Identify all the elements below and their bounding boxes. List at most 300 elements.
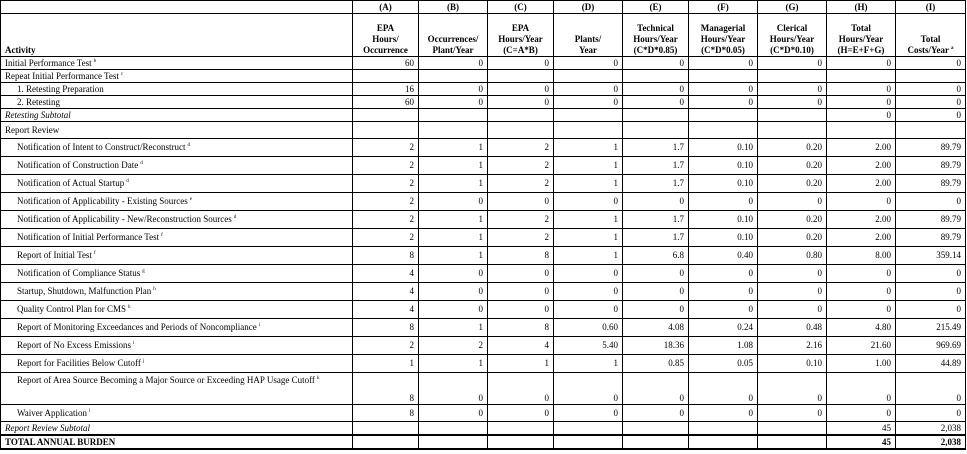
value-cell: 2 — [488, 139, 554, 157]
value-cell — [353, 70, 419, 83]
value-cell: 1 — [419, 247, 488, 265]
value-cell: 1 — [554, 175, 623, 193]
column-header: Clerical Hours/Year (C*D*0.10) — [758, 14, 827, 57]
value-cell: 0 — [554, 301, 623, 319]
table-row — [1, 283, 966, 301]
value-cell: 6.8 — [623, 247, 689, 265]
footnote-marker: d — [187, 143, 190, 148]
footnote-marker: d — [126, 179, 129, 184]
value-cell: 4 — [353, 265, 419, 283]
footnote-marker: i — [133, 341, 135, 346]
footnote-marker: h — [153, 287, 156, 292]
column-header: EPA Hours/Year (C=A*B) — [488, 14, 554, 57]
value-cell — [758, 109, 827, 122]
activity-label: Report for Facilities Below Cutoff — [17, 358, 141, 368]
activity-cell — [1, 175, 353, 193]
table-row — [1, 175, 966, 193]
value-cell: 2,038 — [896, 422, 966, 436]
value-cell: 0 — [827, 301, 896, 319]
value-cell: 8 — [353, 405, 419, 422]
value-cell: 2 — [353, 229, 419, 247]
activity-cell — [1, 319, 353, 337]
value-cell: 4 — [488, 337, 554, 355]
value-cell: 1 — [419, 175, 488, 193]
value-cell: 2.00 — [827, 211, 896, 229]
activity-label: Notification of Construction Date — [17, 160, 139, 170]
value-cell: 1 — [554, 139, 623, 157]
column-letter: (A) — [353, 1, 419, 14]
table-row — [1, 319, 966, 337]
value-cell: 0 — [689, 57, 758, 70]
value-cell: 0 — [827, 57, 896, 70]
value-cell: 0 — [623, 373, 689, 405]
value-cell — [689, 122, 758, 139]
activity-label: Notification of Compliance Status — [17, 268, 141, 278]
value-cell: 0 — [689, 373, 758, 405]
activity-label: Notification of Applicability - New/Reconstruction Sources — [17, 214, 232, 224]
value-cell: 8.00 — [827, 247, 896, 265]
value-cell: 89.79 — [896, 211, 966, 229]
value-cell — [554, 70, 623, 83]
activity-cell — [1, 96, 353, 109]
value-cell: 0 — [419, 405, 488, 422]
value-cell: 0.10 — [689, 175, 758, 193]
value-cell: 0 — [488, 83, 554, 96]
value-cell: 44.89 — [896, 355, 966, 373]
value-cell — [827, 70, 896, 83]
column-letter: (I) — [896, 1, 966, 14]
table-row — [1, 83, 966, 96]
value-cell: 2,038 — [896, 435, 966, 449]
value-cell: 0.40 — [689, 247, 758, 265]
activity-label: Report of Monitoring Exceedances and Periods of Noncompliance — [17, 322, 257, 332]
activity-cell — [1, 301, 353, 319]
value-cell: 0 — [758, 96, 827, 109]
value-cell: 0 — [419, 193, 488, 211]
value-cell — [623, 109, 689, 122]
activity-label: Report Review Subtotal — [5, 423, 90, 433]
value-cell: 2 — [488, 175, 554, 193]
value-cell: 0 — [689, 96, 758, 109]
footnote-marker: c — [120, 72, 124, 77]
footnote-marker: d — [233, 215, 237, 220]
table-row — [1, 57, 966, 70]
value-cell: 1.7 — [623, 211, 689, 229]
value-cell: 0 — [689, 405, 758, 422]
footnote-marker: b — [93, 59, 97, 64]
value-cell: 45 — [827, 435, 896, 449]
value-cell: 8 — [353, 319, 419, 337]
value-cell: 0 — [554, 193, 623, 211]
value-cell: 60 — [353, 57, 419, 70]
activity-label: Notification of Intent to Construct/Reconstruct — [17, 142, 186, 152]
value-cell: 0.20 — [758, 157, 827, 175]
activity-label: Report of Area Source Becoming a Major Source or Exceeding HAP Usage Cutoff — [17, 375, 315, 385]
value-cell: 0 — [419, 96, 488, 109]
value-cell: 0 — [488, 96, 554, 109]
activity-cell — [1, 265, 353, 283]
value-cell: 0 — [827, 96, 896, 109]
value-cell — [419, 70, 488, 83]
value-cell: 1.7 — [623, 139, 689, 157]
column-header: Managerial Hours/Year (C*D*0.05) — [689, 14, 758, 57]
column-header: Plants/ Year — [554, 14, 623, 57]
activity-header: Activity — [1, 14, 353, 57]
value-cell: 1 — [419, 157, 488, 175]
value-cell: 0 — [554, 96, 623, 109]
value-cell — [353, 422, 419, 436]
value-cell: 2 — [353, 157, 419, 175]
value-cell — [827, 122, 896, 139]
activity-cell — [1, 83, 353, 96]
value-cell: 0 — [827, 193, 896, 211]
activity-label: Quality Control Plan for CMS — [17, 304, 127, 314]
activity-cell — [1, 122, 353, 139]
table-row — [1, 265, 966, 283]
value-cell: 0 — [689, 301, 758, 319]
value-cell: 0 — [488, 405, 554, 422]
value-cell — [689, 422, 758, 436]
value-cell: 0 — [623, 283, 689, 301]
value-cell — [689, 109, 758, 122]
value-cell: 2.16 — [758, 337, 827, 355]
column-header: Total Hours/Year (H=E+F+G) — [827, 14, 896, 57]
value-cell: 1 — [419, 229, 488, 247]
value-cell: 1 — [419, 355, 488, 373]
activity-label: Notification of Actual Startup — [17, 178, 125, 188]
value-cell: 1.7 — [623, 157, 689, 175]
value-cell: 0 — [488, 57, 554, 70]
value-cell: 0 — [488, 301, 554, 319]
value-cell: 0.10 — [689, 211, 758, 229]
value-cell: 1.7 — [623, 229, 689, 247]
table-row — [1, 405, 966, 422]
value-cell: 1 — [419, 211, 488, 229]
activity-cell — [1, 211, 353, 229]
value-cell: 0.24 — [689, 319, 758, 337]
activity-cell — [1, 109, 353, 122]
value-cell: 0 — [758, 405, 827, 422]
value-cell: 0 — [554, 83, 623, 96]
footnote-marker: f — [93, 251, 96, 256]
value-cell: 4.80 — [827, 319, 896, 337]
value-cell: 0 — [419, 301, 488, 319]
value-cell: 2 — [353, 337, 419, 355]
subtotal-row — [1, 109, 966, 122]
value-cell: 0 — [896, 405, 966, 422]
column-header-row — [1, 14, 966, 57]
value-cell: 1 — [554, 247, 623, 265]
activity-label: Waiver Application — [17, 408, 88, 418]
value-cell — [554, 435, 623, 449]
value-cell: 0 — [896, 193, 966, 211]
value-cell: 0.20 — [758, 211, 827, 229]
value-cell: 0.48 — [758, 319, 827, 337]
activity-label: 2. Retesting — [17, 97, 60, 107]
value-cell: 1 — [419, 139, 488, 157]
table-row — [1, 355, 966, 373]
value-cell — [353, 109, 419, 122]
footnote-marker: l — [89, 409, 91, 414]
value-cell — [623, 422, 689, 436]
value-cell — [758, 70, 827, 83]
value-cell: 18.36 — [623, 337, 689, 355]
activity-label: Repeat Initial Performance Test — [5, 71, 119, 81]
value-cell: 1 — [353, 355, 419, 373]
value-cell: 0 — [623, 193, 689, 211]
value-cell: 0 — [623, 405, 689, 422]
table-row — [1, 301, 966, 319]
value-cell: 8 — [353, 373, 419, 405]
value-cell: 2 — [353, 175, 419, 193]
activity-cell — [1, 373, 353, 405]
value-cell: 89.79 — [896, 157, 966, 175]
value-cell: 0 — [488, 283, 554, 301]
table-row — [1, 247, 966, 265]
value-cell: 1.00 — [827, 355, 896, 373]
subtotal-row — [1, 422, 966, 436]
table-row — [1, 96, 966, 109]
column-header: EPA Hours/ Occurrence — [353, 14, 419, 57]
value-cell: 0 — [488, 193, 554, 211]
value-cell: 4.08 — [623, 319, 689, 337]
activity-label: 1. Retesting Preparation — [17, 84, 104, 94]
activity-label: Notification of Initial Performance Test — [17, 232, 160, 242]
value-cell — [554, 122, 623, 139]
table-row — [1, 157, 966, 175]
value-cell: 0.60 — [554, 319, 623, 337]
footnote-marker: h — [128, 305, 131, 310]
value-cell — [353, 122, 419, 139]
footnote-marker: f — [161, 233, 163, 238]
value-cell: 0 — [689, 193, 758, 211]
value-cell: 1 — [554, 157, 623, 175]
footnote-marker: k — [316, 376, 320, 381]
value-cell: 0.20 — [758, 229, 827, 247]
activity-cell — [1, 57, 353, 70]
value-cell: 2.00 — [827, 175, 896, 193]
value-cell: 0 — [419, 283, 488, 301]
value-cell: 0 — [758, 373, 827, 405]
value-cell — [896, 70, 966, 83]
value-cell: 4 — [353, 283, 419, 301]
value-cell: 0 — [689, 265, 758, 283]
value-cell: 0 — [827, 373, 896, 405]
table-row — [1, 139, 966, 157]
activity-label: Report of No Excess Emissions — [17, 340, 131, 350]
value-cell: 0 — [689, 283, 758, 301]
value-cell: 0 — [623, 96, 689, 109]
activity-cell — [1, 229, 353, 247]
value-cell: 89.79 — [896, 139, 966, 157]
value-cell: 0.10 — [689, 229, 758, 247]
value-cell: 60 — [353, 96, 419, 109]
value-cell — [689, 70, 758, 83]
footnote-marker: d — [140, 161, 143, 166]
value-cell: 0 — [623, 265, 689, 283]
value-cell: 2 — [353, 211, 419, 229]
value-cell: 0.10 — [758, 355, 827, 373]
value-cell: 0 — [689, 83, 758, 96]
value-cell: 89.79 — [896, 229, 966, 247]
table-row — [1, 211, 966, 229]
value-cell: 0 — [419, 83, 488, 96]
value-cell: 0.10 — [689, 139, 758, 157]
value-cell: 359.14 — [896, 247, 966, 265]
activity-label: TOTAL ANNUAL BURDEN — [5, 437, 116, 447]
value-cell: 0 — [554, 265, 623, 283]
value-cell — [419, 422, 488, 436]
value-cell: 2 — [353, 193, 419, 211]
value-cell: 0.80 — [758, 247, 827, 265]
value-cell: 1 — [554, 229, 623, 247]
activity-label: Startup, Shutdown, Malfunction Plan — [17, 286, 152, 296]
activity-label: Notification of Applicability - Existing Sources — [17, 196, 188, 206]
value-cell: 16 — [353, 83, 419, 96]
value-cell — [419, 122, 488, 139]
value-cell: 0 — [623, 83, 689, 96]
activity-cell — [1, 70, 353, 83]
value-cell: 21.60 — [827, 337, 896, 355]
value-cell: 969.69 — [896, 337, 966, 355]
value-cell: 0 — [758, 283, 827, 301]
value-cell — [623, 122, 689, 139]
activity-cell — [1, 283, 353, 301]
total-row — [1, 435, 966, 449]
activity-label: Report of Initial Test — [17, 250, 92, 260]
value-cell — [758, 435, 827, 449]
value-cell: 0 — [419, 265, 488, 283]
value-cell — [623, 435, 689, 449]
value-cell: 215.49 — [896, 319, 966, 337]
column-letter: (E) — [623, 1, 689, 14]
value-cell — [623, 70, 689, 83]
value-cell: 0 — [896, 283, 966, 301]
value-cell: 0 — [827, 283, 896, 301]
value-cell: 0 — [896, 83, 966, 96]
value-cell: 0 — [488, 373, 554, 405]
column-letter: (D) — [554, 1, 623, 14]
value-cell — [419, 435, 488, 449]
value-cell: 0 — [554, 283, 623, 301]
value-cell: 0 — [419, 373, 488, 405]
table-body — [1, 57, 966, 450]
value-cell: 1 — [554, 211, 623, 229]
value-cell — [758, 122, 827, 139]
value-cell: 0 — [758, 301, 827, 319]
value-cell: 0 — [488, 265, 554, 283]
value-cell: 0 — [827, 405, 896, 422]
activity-cell — [1, 157, 353, 175]
value-cell: 2 — [353, 139, 419, 157]
table-row — [1, 373, 966, 405]
value-cell: 1 — [554, 355, 623, 373]
value-cell: 0 — [896, 109, 966, 122]
value-cell — [554, 109, 623, 122]
value-cell: 0 — [827, 265, 896, 283]
value-cell: 2 — [488, 229, 554, 247]
column-letter: (F) — [689, 1, 758, 14]
column-letter: (C) — [488, 1, 554, 14]
activity-cell — [1, 247, 353, 265]
value-cell: 0 — [623, 301, 689, 319]
activity-label: Report Review — [5, 125, 60, 135]
value-cell: 89.79 — [896, 175, 966, 193]
value-cell: 0 — [827, 109, 896, 122]
value-cell — [488, 422, 554, 436]
value-cell: 8 — [488, 319, 554, 337]
value-cell: 2 — [488, 157, 554, 175]
value-cell: 1.7 — [623, 175, 689, 193]
value-cell: 0 — [623, 57, 689, 70]
value-cell: 0 — [758, 193, 827, 211]
table-row — [1, 337, 966, 355]
value-cell — [689, 435, 758, 449]
value-cell: 1.08 — [689, 337, 758, 355]
value-cell: 2.00 — [827, 229, 896, 247]
activity-cell — [1, 193, 353, 211]
value-cell: 0.10 — [689, 157, 758, 175]
value-cell: 0.20 — [758, 139, 827, 157]
value-cell — [758, 422, 827, 436]
footnote-marker: g — [142, 269, 145, 274]
value-cell: 0.85 — [623, 355, 689, 373]
activity-cell — [1, 405, 353, 422]
value-cell: 0 — [758, 265, 827, 283]
value-cell — [896, 122, 966, 139]
value-cell — [488, 122, 554, 139]
value-cell: 8 — [353, 247, 419, 265]
column-letter: (B) — [419, 1, 488, 14]
table-row — [1, 70, 966, 83]
column-header: Occurrences/ Plant/Year — [419, 14, 488, 57]
value-cell: 0 — [896, 96, 966, 109]
value-cell: 2.00 — [827, 139, 896, 157]
value-cell — [419, 109, 488, 122]
footnote-marker: i — [258, 323, 261, 328]
value-cell: 0.20 — [758, 175, 827, 193]
value-cell: 2 — [419, 337, 488, 355]
activity-label: Initial Performance Test — [5, 58, 92, 68]
value-cell: 0 — [554, 405, 623, 422]
column-letter: (H) — [827, 1, 896, 14]
activity-label: Retesting Subtotal — [5, 110, 71, 120]
value-cell: 8 — [488, 247, 554, 265]
value-cell — [488, 70, 554, 83]
value-cell: 1 — [488, 355, 554, 373]
column-letter-row — [1, 1, 966, 14]
blank-header-cell — [1, 1, 353, 14]
value-cell: 0 — [554, 373, 623, 405]
footnote-marker: e — [189, 197, 192, 202]
value-cell: 0 — [896, 265, 966, 283]
value-cell: 0 — [896, 57, 966, 70]
value-cell: 5.40 — [554, 337, 623, 355]
footnote-marker: j — [142, 359, 145, 364]
column-header: Technical Hours/Year (C*D*0.85) — [623, 14, 689, 57]
value-cell: 2.00 — [827, 157, 896, 175]
value-cell: 45 — [827, 422, 896, 436]
activity-cell — [1, 435, 353, 449]
value-cell: 0 — [896, 301, 966, 319]
value-cell — [554, 422, 623, 436]
table-row — [1, 122, 966, 139]
value-cell: 0 — [896, 373, 966, 405]
value-cell — [488, 109, 554, 122]
value-cell: 0 — [758, 57, 827, 70]
value-cell: 4 — [353, 301, 419, 319]
value-cell: 1 — [419, 319, 488, 337]
